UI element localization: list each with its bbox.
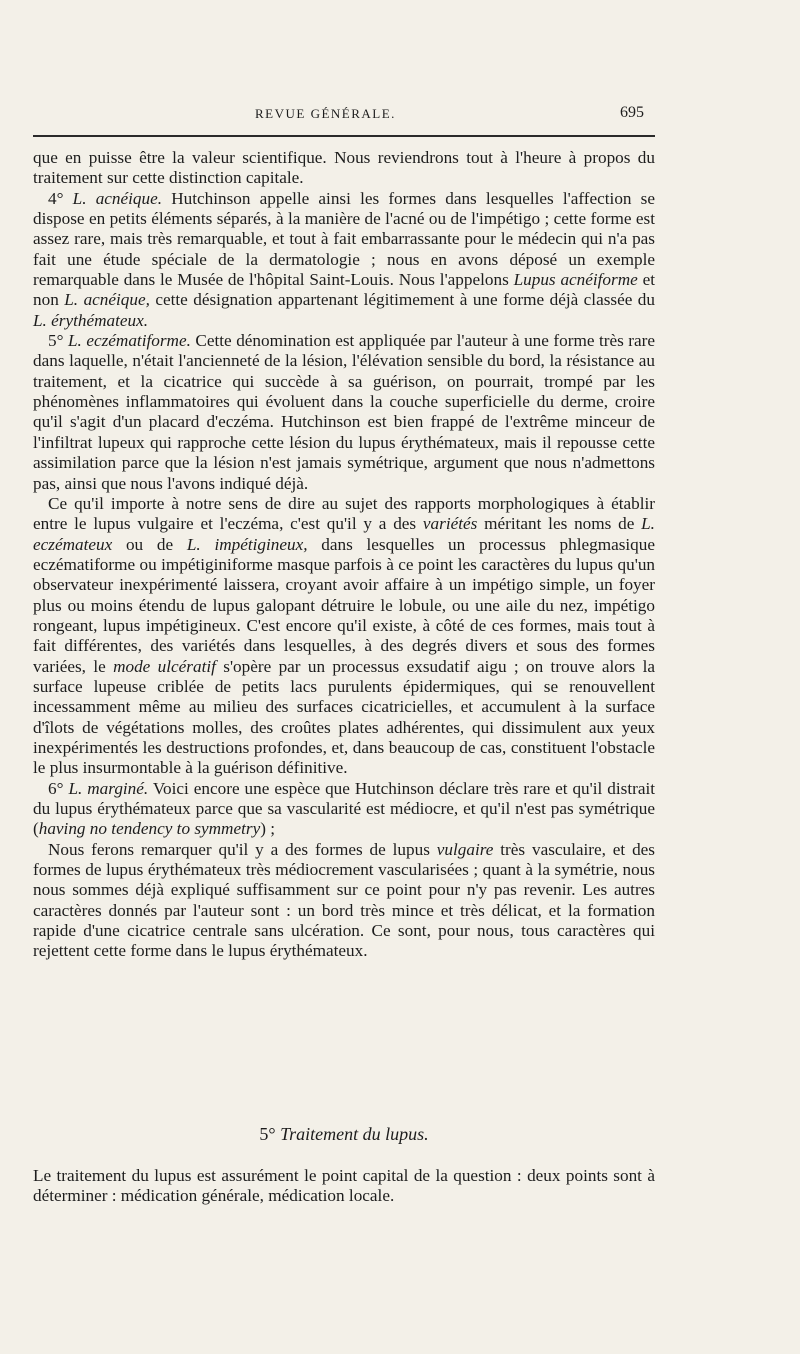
italic-text: variétés (422, 514, 478, 534)
text-run: méritant les noms de (477, 514, 642, 534)
text-run: ou de (112, 534, 187, 554)
italic-text: L. acnéique, (64, 290, 150, 310)
text-run: dans lesquelles un processus phlegmasique eczématiforme ou impétiginiforme masque parfois à ce point les caractères du lupus qu'un observateur inexpérimenté laissera, croyant avoir affaire à un impétigo simple, un foyer plus ou moins étendu de lupus galopant détruire le lobule, ou une aile du nez, impétigo rongeant, lupus impétigineux. C'est encore qu'il existe, à côté de ces formes, mais tout à fait différentes, des variétés dans lesquelles, à des degrés divers et sous des formes variées, le (33, 534, 655, 676)
italic-text: having no tendency to symmetry (38, 819, 261, 839)
text-run: 6° (48, 778, 69, 798)
running-title: REVUE GÉNÉRALE. (255, 106, 396, 121)
final-paragraph: Le traitement du lupus est assurément le point capital de la question : deux points sont à déterminer : médication générale, médication locale. (33, 1166, 655, 1206)
section-number: 5° (259, 1124, 276, 1144)
paragraph (33, 494, 655, 779)
italic-text: L. impétigineux, (186, 534, 308, 554)
text-run: cette désignation appartenant légitimement à une forme déjà classée du (149, 290, 655, 310)
text-run: ) ; (260, 819, 275, 839)
section-heading (33, 1124, 655, 1145)
italic-text: L. eczémateux (33, 514, 655, 554)
header-rule (33, 135, 655, 137)
section-title: Traitement du lupus. (280, 1124, 429, 1144)
paragraph (33, 189, 655, 331)
text-run: Ce qu'il importe à notre sens de dire au sujet des rapports morphologiques à établir entre le lupus vulgaire et l'eczéma, c'est qu'il y a des (33, 493, 655, 534)
text-run: 5° (48, 331, 68, 351)
text-run: Nous ferons remarquer qu'il y a des formes de lupus (48, 839, 437, 859)
italic-text: L. marginé. (68, 778, 149, 798)
italic-text: L. acnéique. (72, 188, 163, 208)
paragraph (33, 840, 655, 962)
text-run: Cette dénomination est appliquée par l'auteur à une forme très rare dans laquelle, n'était l'ancienneté de la lésion, l'élévation sensible du bord, la résistance au traitement, et la cicatrice qui succède à sa guérison, on pourrait, trompé par les phénomènes inflammatoires qui évoluent dans la couche superficielle du derme, croire qu'il s'agit d'un placard d'eczéma. Hutchinson est bien frappé de l'extrême minceur de l'infiltrat lupeux qui rapproche cette lésion du lupus érythémateux, mais il repousse cette assimilation parce que la lésion n'est jamais symétrique, argument que nous n'admettons pas, ainsi que nous l'avons indiqué déjà. (33, 331, 655, 493)
italic-text: Lupus acnéiforme (513, 270, 638, 290)
text-run: que en puisse être la valeur scientifique. Nous reviendrons tout à l'heure à propos du traitement sur cette distinction capitale. (33, 148, 655, 188)
page-number: 695 (620, 104, 644, 121)
body-text (33, 148, 655, 962)
text-run: 4° (48, 188, 73, 208)
text-run: et non (33, 270, 655, 310)
paragraph (33, 331, 655, 494)
italic-text: L. eczématiforme. (67, 331, 191, 351)
paragraph (33, 148, 655, 189)
text-run: s'opère par un processus exsudatif aigu ; on trouve alors la surface lupeuse criblée de petits lacs purulents épidermiques, qui se renouvellent incessamment même au milieu des surfaces cicatricielles, et accumulent à la surface d'îlots de végétations molles, des croûtes plates adhérentes, qui dissimulent aux yeux inexpérimentés les destructions profondes, et, dans beaucoup de cas, constituent l'obstacle le plus insurmontable à la guérison définitive. (33, 656, 655, 778)
italic-text: mode ulcératif (113, 656, 216, 676)
text-run: très vasculaire, et des formes de lupus érythémateux très médiocrement vascularisées ; quant à la symétrie, nous nous sommes déjà expliqué suffisamment sur ce point pour n'y pas revenir. Les autres caractères donnés par l'auteur sont : un bord très mince et très délicat, et la formation rapide d'une cicatrice centrale sans ulcération. Ce sont, pour nous, tous caractères qui rejettent cette forme dans le lupus érythémateux. (33, 839, 655, 961)
paragraph (33, 779, 655, 840)
italic-text: L. érythémateux. (33, 310, 149, 330)
text-run: Voici encore une espèce que Hutchinson déclare très rare et qu'il distrait du lupus érythémateux parce que sa vascularité est médiocre, et qu'il n'est pas symétrique ( (33, 778, 655, 839)
text-run: Hutchinson appelle ainsi les formes dans lesquelles l'affection se dispose en petits éléments séparés, à la manière de l'acné ou de l'impétigo ; cette forme est assez rare, mais très remarquable, et tout à fait embarrassante pour le médecin qui n'a pas fait une étude spéciale de la dermatologie ; nous en avons déposé un exemple remarquable dans le Musée de l'hôpital Saint-Louis. Nous l'appelons (33, 188, 656, 290)
italic-text: vulgaire (436, 839, 494, 859)
